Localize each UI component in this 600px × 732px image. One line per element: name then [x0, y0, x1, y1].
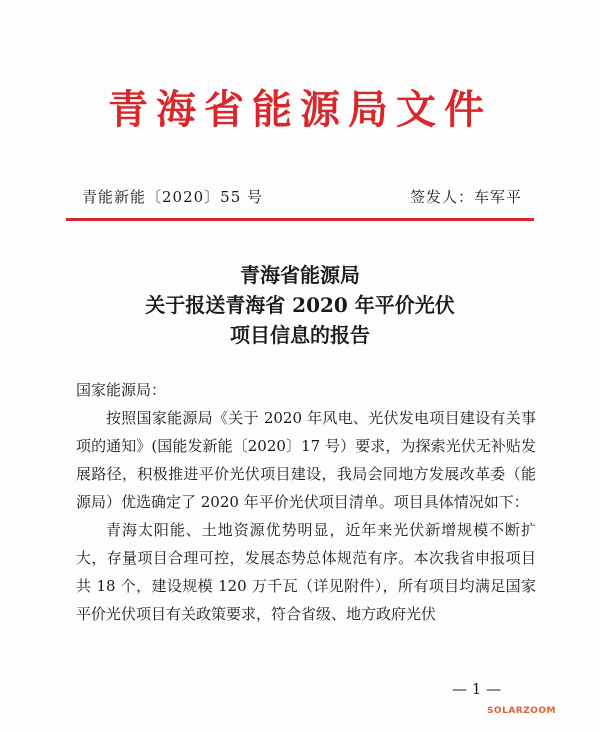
red-divider-line — [66, 218, 534, 221]
document-header-title: 青海省能源局文件 — [108, 86, 492, 133]
watermark-logo: SOLARZOOM — [486, 706, 556, 716]
report-body — [76, 376, 536, 628]
body-paragraph-2: 青海太阳能、土地资源优势明显，近年来光伏新增规模不断扩大，存量项目合理可控，发展态势总体规范有序。本次我省申报项目共 18 个，建设规模 120 万千瓦（详见附件），所有项目均满足国家平价光伏项目有关政策要求，符合省级、地方政府光伏 — [76, 521, 536, 623]
report-title-line-1: 青海省能源局 — [240, 263, 360, 287]
page-number: — 1 — — [452, 680, 502, 698]
salutation: 国家能源局： — [76, 381, 167, 399]
document-number: 青能新能〔2020〕55 号 — [82, 188, 264, 206]
document-signer: 签发人：车军平 — [409, 188, 522, 206]
report-title-line-2: 关于报送青海省 2020 年平价光伏 — [145, 293, 455, 317]
report-title — [0, 260, 600, 350]
report-title-line-3: 项目信息的报告 — [230, 323, 370, 347]
body-paragraph-1: 按照国家能源局《关于 2020 年风电、光伏发电项目建设有关事项的通知》(国能发新能〔2020〕17 号）要求，为探索光伏无补贴发展路径，积极推进平价光伏项目建设，我局会同地方发展改革委（能源局）优选确定了 2020 年平价光伏项目清单。项目具体情况如下： — [76, 409, 536, 511]
